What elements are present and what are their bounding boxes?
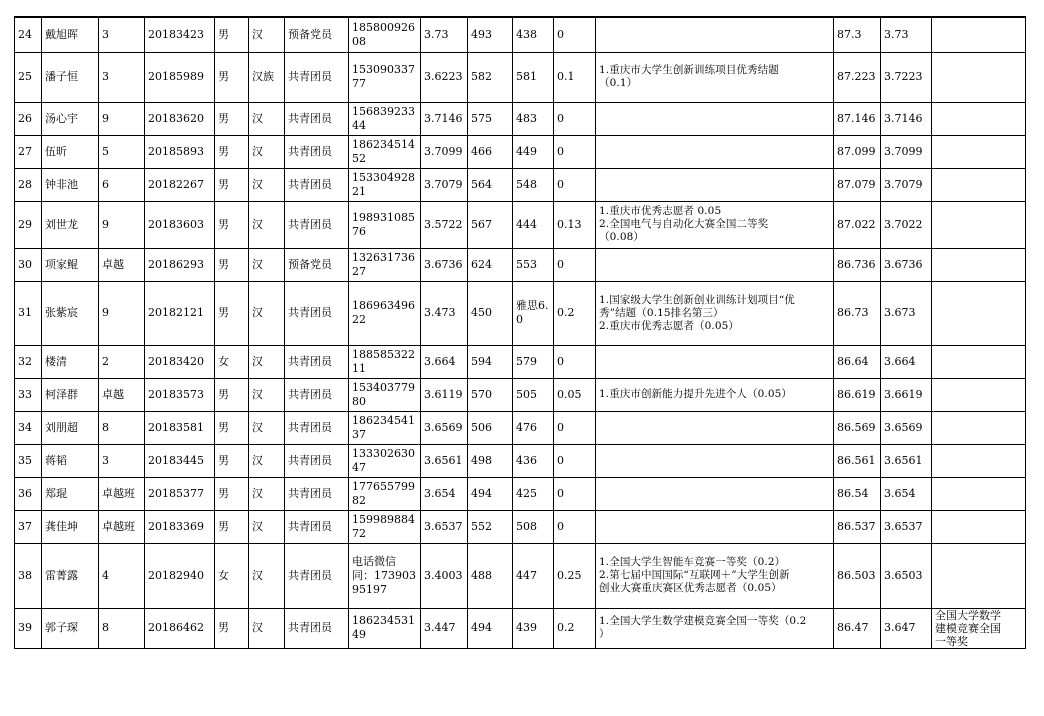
student-id-cell: 20183369: [145, 510, 215, 543]
table-row: [15, 444, 1026, 477]
score2-cell: 548: [513, 168, 554, 201]
gender-cell: 男: [215, 168, 249, 201]
student-id-cell: 20182121: [145, 281, 215, 345]
ethnicity-cell: 汉: [249, 510, 285, 543]
remark-cell: [932, 378, 1026, 411]
gender-cell: 男: [215, 411, 249, 444]
gpa-cell: 3.6119: [421, 378, 468, 411]
total-score-cell: 86.561: [834, 444, 881, 477]
note-line: 1.全国大学生智能车竞赛一等奖（0.2）: [599, 556, 786, 568]
score1-cell: 624: [468, 248, 513, 281]
student-id-cell: 20182267: [145, 168, 215, 201]
final-score-cell: 3.6619: [881, 378, 932, 411]
student-id-cell: 20186293: [145, 248, 215, 281]
rank-cell: 37: [15, 510, 42, 543]
gpa-cell: 3.5722: [421, 201, 468, 248]
bonus-cell: 0: [554, 135, 596, 168]
political-status-cell: 共青团员: [285, 345, 349, 378]
score2-cell: 447: [513, 543, 554, 608]
class-cell: 卓越班: [99, 510, 145, 543]
total-score-cell: 86.73: [834, 281, 881, 345]
total-score-cell: 86.503: [834, 543, 881, 608]
rank-cell: 28: [15, 168, 42, 201]
final-score-cell: 3.7146: [881, 102, 932, 135]
final-score-cell: 3.6569: [881, 411, 932, 444]
score2-cell: 505: [513, 378, 554, 411]
gender-cell: 男: [215, 17, 249, 52]
score1-cell: 493: [468, 17, 513, 52]
table-row: [15, 201, 1026, 248]
bonus-cell: 0: [554, 102, 596, 135]
gpa-cell: 3.4003: [421, 543, 468, 608]
bonus-cell: 0.2: [554, 281, 596, 345]
bonus-cell: 0: [554, 168, 596, 201]
class-cell: 9: [99, 281, 145, 345]
rank-cell: 38: [15, 543, 42, 608]
score1-cell: 594: [468, 345, 513, 378]
note-line: 1.国家级大学生创新创业训练计划项目“优: [599, 293, 795, 306]
bonus-cell: 0: [554, 248, 596, 281]
gender-cell: 男: [215, 281, 249, 345]
phone-cell: 13263173627: [349, 248, 421, 281]
score1-cell: 564: [468, 168, 513, 201]
remark-cell: [932, 477, 1026, 510]
student-id-cell: 20182940: [145, 543, 215, 608]
class-cell: 3: [99, 17, 145, 52]
rank-cell: 30: [15, 248, 42, 281]
bonus-cell: 0.05: [554, 378, 596, 411]
rank-cell: 26: [15, 102, 42, 135]
score1-cell: 494: [468, 477, 513, 510]
note-line: 1.重庆市创新能力提升先进个人（0.05）: [599, 388, 792, 400]
table-row: [15, 281, 1026, 345]
score1-cell: 466: [468, 135, 513, 168]
name-cell: 伍昕: [42, 135, 99, 168]
class-cell: 6: [99, 168, 145, 201]
student-id-cell: 20185989: [145, 52, 215, 102]
notes-cell: [596, 411, 834, 444]
total-score-cell: 87.146: [834, 102, 881, 135]
note-line: （0.08）: [599, 231, 644, 243]
remark-cell: [932, 201, 1026, 248]
class-cell: 9: [99, 201, 145, 248]
name-cell: 潘子恒: [42, 52, 99, 102]
total-score-cell: 87.3: [834, 17, 881, 52]
total-score-cell: 86.537: [834, 510, 881, 543]
political-status-cell: 共青团员: [285, 378, 349, 411]
note-line: 1.全国大学生数学建模竞赛全国一等奖（0.2: [599, 615, 807, 627]
student-id-cell: 20183573: [145, 378, 215, 411]
final-score-cell: 3.6503: [881, 543, 932, 608]
notes-cell: [596, 135, 834, 168]
total-score-cell: 86.54: [834, 477, 881, 510]
note-line: ）: [599, 628, 610, 640]
total-score-cell: 87.079: [834, 168, 881, 201]
ethnicity-cell: 汉: [249, 411, 285, 444]
rank-cell: 25: [15, 52, 42, 102]
gpa-cell: 3.6223: [421, 52, 468, 102]
remark-cell: [932, 135, 1026, 168]
note-line: 1.重庆市大学生创新训练项目优秀结题: [599, 64, 779, 76]
note-line: 1.重庆市优秀志愿者 0.05: [599, 205, 722, 217]
gpa-cell: 3.7146: [421, 102, 468, 135]
student-id-cell: 20183423: [145, 17, 215, 52]
gender-cell: 男: [215, 135, 249, 168]
student-id-cell: 20183603: [145, 201, 215, 248]
gpa-cell: 3.6569: [421, 411, 468, 444]
bonus-cell: 0.2: [554, 608, 596, 648]
remark-cell: [932, 411, 1026, 444]
notes-cell: [596, 543, 834, 608]
final-score-cell: 3.7099: [881, 135, 932, 168]
name-cell: 雷菁露: [42, 543, 99, 608]
bonus-cell: 0.25: [554, 543, 596, 608]
rank-cell: 32: [15, 345, 42, 378]
political-status-cell: 共青团员: [285, 444, 349, 477]
score2-cell: 581: [513, 52, 554, 102]
notes-cell: [596, 248, 834, 281]
ethnicity-cell: 汉: [249, 135, 285, 168]
table-row: [15, 543, 1026, 608]
gpa-cell: 3.6561: [421, 444, 468, 477]
total-score-cell: 86.47: [834, 608, 881, 648]
political-status-cell: 预备党员: [285, 17, 349, 52]
name-cell: 戴旭晖: [42, 17, 99, 52]
remark-cell: [932, 510, 1026, 543]
score2-cell: 425: [513, 477, 554, 510]
notes-cell: [596, 17, 834, 52]
remark-cell: [932, 345, 1026, 378]
political-status-cell: 共青团员: [285, 168, 349, 201]
score2-cell: 444: [513, 201, 554, 248]
ethnicity-cell: 汉: [249, 17, 285, 52]
notes-cell: [596, 510, 834, 543]
notes-cell: [596, 102, 834, 135]
total-score-cell: 86.64: [834, 345, 881, 378]
notes-cell: [596, 378, 834, 411]
table-row: [15, 17, 1026, 52]
remark-cell: [932, 52, 1026, 102]
ethnicity-cell: 汉: [249, 477, 285, 510]
political-status-cell: 共青团员: [285, 510, 349, 543]
political-status-cell: 共青团员: [285, 281, 349, 345]
gpa-cell: 3.447: [421, 608, 468, 648]
phone-cell: 电话微信同：17390395197: [349, 543, 421, 608]
student-ranking-table: [14, 16, 1026, 649]
name-cell: 张紫宸: [42, 281, 99, 345]
bonus-cell: 0: [554, 17, 596, 52]
class-cell: 4: [99, 543, 145, 608]
class-cell: 3: [99, 444, 145, 477]
rank-cell: 36: [15, 477, 42, 510]
student-id-cell: 20183445: [145, 444, 215, 477]
phone-cell: 13330263047: [349, 444, 421, 477]
gender-cell: 男: [215, 201, 249, 248]
political-status-cell: 预备党员: [285, 248, 349, 281]
score1-cell: 488: [468, 543, 513, 608]
ethnicity-cell: 汉: [249, 444, 285, 477]
gender-cell: 男: [215, 102, 249, 135]
final-score-cell: 3.673: [881, 281, 932, 345]
political-status-cell: 共青团员: [285, 135, 349, 168]
notes-cell: [596, 477, 834, 510]
score2-cell: 553: [513, 248, 554, 281]
total-score-cell: 86.736: [834, 248, 881, 281]
table-row: [15, 135, 1026, 168]
final-score-cell: 3.73: [881, 17, 932, 52]
name-cell: 汤心宇: [42, 102, 99, 135]
phone-cell: 15998988472: [349, 510, 421, 543]
score1-cell: 567: [468, 201, 513, 248]
ethnicity-cell: 汉: [249, 543, 285, 608]
name-cell: 楼清: [42, 345, 99, 378]
gender-cell: 男: [215, 378, 249, 411]
table-row: [15, 345, 1026, 378]
rank-cell: 35: [15, 444, 42, 477]
student-id-cell: 20183620: [145, 102, 215, 135]
phone-cell: 18696349622: [349, 281, 421, 345]
name-cell: 龚佳坤: [42, 510, 99, 543]
name-cell: 蒋韬: [42, 444, 99, 477]
class-cell: 2: [99, 345, 145, 378]
remark-line: 建模竞赛全国: [935, 621, 1001, 635]
bonus-cell: 0: [554, 477, 596, 510]
ethnicity-cell: 汉族: [249, 52, 285, 102]
phone-cell: 15309033777: [349, 52, 421, 102]
total-score-cell: 87.022: [834, 201, 881, 248]
student-id-cell: 20183581: [145, 411, 215, 444]
gender-cell: 男: [215, 52, 249, 102]
table-row: [15, 510, 1026, 543]
table-row: [15, 248, 1026, 281]
political-status-cell: 共青团员: [285, 608, 349, 648]
class-cell: 卓越: [99, 378, 145, 411]
score1-cell: 498: [468, 444, 513, 477]
remark-cell: [932, 168, 1026, 201]
final-score-cell: 3.7223: [881, 52, 932, 102]
phone-cell: 15683923344: [349, 102, 421, 135]
score1-cell: 570: [468, 378, 513, 411]
phone-cell: 15340377980: [349, 378, 421, 411]
rank-cell: 27: [15, 135, 42, 168]
student-id-cell: 20185377: [145, 477, 215, 510]
gpa-cell: 3.73: [421, 17, 468, 52]
ethnicity-cell: 汉: [249, 345, 285, 378]
note-line: 2.重庆市优秀志愿者（0.05）: [599, 319, 739, 332]
score2-cell: 508: [513, 510, 554, 543]
ethnicity-cell: 汉: [249, 201, 285, 248]
rank-cell: 33: [15, 378, 42, 411]
note-line: 创业大赛重庆赛区优秀志愿者（0.05）: [599, 582, 782, 594]
political-status-cell: 共青团员: [285, 411, 349, 444]
rank-cell: 39: [15, 608, 42, 648]
gender-cell: 男: [215, 477, 249, 510]
score1-cell: 494: [468, 608, 513, 648]
score1-cell: 506: [468, 411, 513, 444]
score2-cell: 438: [513, 17, 554, 52]
class-cell: 9: [99, 102, 145, 135]
class-cell: 5: [99, 135, 145, 168]
political-status-cell: 共青团员: [285, 477, 349, 510]
score1-cell: 582: [468, 52, 513, 102]
remark-cell: [932, 281, 1026, 345]
score2-cell: 雅思6.0: [513, 281, 554, 345]
notes-cell: [596, 608, 834, 648]
total-score-cell: 86.619: [834, 378, 881, 411]
score2-cell: 483: [513, 102, 554, 135]
phone-cell: 18623453149: [349, 608, 421, 648]
final-score-cell: 3.7079: [881, 168, 932, 201]
final-score-cell: 3.6537: [881, 510, 932, 543]
student-id-cell: 20185893: [145, 135, 215, 168]
table-row: [15, 411, 1026, 444]
name-cell: 项家鲲: [42, 248, 99, 281]
gpa-cell: 3.6537: [421, 510, 468, 543]
gpa-cell: 3.654: [421, 477, 468, 510]
name-cell: 刘世龙: [42, 201, 99, 248]
ethnicity-cell: 汉: [249, 281, 285, 345]
rank-cell: 34: [15, 411, 42, 444]
note-line: （0.1）: [599, 77, 638, 89]
bonus-cell: 0: [554, 510, 596, 543]
phone-cell: 15330492821: [349, 168, 421, 201]
phone-cell: 18858532211: [349, 345, 421, 378]
notes-cell: [596, 345, 834, 378]
score2-cell: 436: [513, 444, 554, 477]
notes-cell: [596, 201, 834, 248]
table-row: [15, 52, 1026, 102]
total-score-cell: 87.099: [834, 135, 881, 168]
notes-cell: [596, 444, 834, 477]
score2-cell: 476: [513, 411, 554, 444]
total-score-cell: 86.569: [834, 411, 881, 444]
gender-cell: 女: [215, 543, 249, 608]
bonus-cell: 0: [554, 444, 596, 477]
political-status-cell: 共青团员: [285, 102, 349, 135]
class-cell: 卓越: [99, 248, 145, 281]
score2-cell: 439: [513, 608, 554, 648]
gender-cell: 男: [215, 444, 249, 477]
rank-cell: 29: [15, 201, 42, 248]
class-cell: 卓越班: [99, 477, 145, 510]
table-row: [15, 378, 1026, 411]
class-cell: 3: [99, 52, 145, 102]
gender-cell: 男: [215, 608, 249, 648]
ethnicity-cell: 汉: [249, 608, 285, 648]
student-id-cell: 20186462: [145, 608, 215, 648]
remark-cell: [932, 248, 1026, 281]
gpa-cell: 3.473: [421, 281, 468, 345]
score1-cell: 575: [468, 102, 513, 135]
final-score-cell: 3.6736: [881, 248, 932, 281]
final-score-cell: 3.654: [881, 477, 932, 510]
name-cell: 钟非池: [42, 168, 99, 201]
ethnicity-cell: 汉: [249, 102, 285, 135]
notes-cell: [596, 52, 834, 102]
gender-cell: 男: [215, 248, 249, 281]
student-id-cell: 20183420: [145, 345, 215, 378]
gender-cell: 女: [215, 345, 249, 378]
phone-cell: 19893108576: [349, 201, 421, 248]
final-score-cell: 3.647: [881, 608, 932, 648]
bonus-cell: 0.1: [554, 52, 596, 102]
gpa-cell: 3.7079: [421, 168, 468, 201]
name-cell: 郭子琛: [42, 608, 99, 648]
class-cell: 8: [99, 411, 145, 444]
political-status-cell: 共青团员: [285, 543, 349, 608]
phone-cell: 17765579982: [349, 477, 421, 510]
notes-cell: [596, 168, 834, 201]
political-status-cell: 共青团员: [285, 52, 349, 102]
remark-line: 一等奖: [935, 634, 968, 648]
table-row: [15, 102, 1026, 135]
remark-cell: [932, 17, 1026, 52]
name-cell: 刘朋超: [42, 411, 99, 444]
table-row: [15, 608, 1026, 648]
score1-cell: 552: [468, 510, 513, 543]
ethnicity-cell: 汉: [249, 168, 285, 201]
note-line: 秀”结题（0.15排名第三）: [599, 306, 724, 319]
note-line: 2.第七届中国国际“互联网＋”大学生创新: [599, 569, 790, 581]
gpa-cell: 3.6736: [421, 248, 468, 281]
table-body: [15, 17, 1026, 648]
table-row: [15, 168, 1026, 201]
bonus-cell: 0: [554, 345, 596, 378]
rank-cell: 31: [15, 281, 42, 345]
gpa-cell: 3.664: [421, 345, 468, 378]
final-score-cell: 3.6561: [881, 444, 932, 477]
phone-cell: 18623454137: [349, 411, 421, 444]
class-cell: 8: [99, 608, 145, 648]
rank-cell: 24: [15, 17, 42, 52]
score2-cell: 449: [513, 135, 554, 168]
remark-cell: [932, 102, 1026, 135]
remark-cell: [932, 608, 1026, 648]
gpa-cell: 3.7099: [421, 135, 468, 168]
remark-cell: [932, 543, 1026, 608]
phone-cell: 18623451452: [349, 135, 421, 168]
ethnicity-cell: 汉: [249, 248, 285, 281]
bonus-cell: 0.13: [554, 201, 596, 248]
political-status-cell: 共青团员: [285, 201, 349, 248]
note-line: 2.全国电气与自动化大赛全国二等奖: [599, 218, 769, 230]
remark-cell: [932, 444, 1026, 477]
ethnicity-cell: 汉: [249, 378, 285, 411]
name-cell: 郑琨: [42, 477, 99, 510]
final-score-cell: 3.664: [881, 345, 932, 378]
table-row: [15, 477, 1026, 510]
total-score-cell: 87.223: [834, 52, 881, 102]
final-score-cell: 3.7022: [881, 201, 932, 248]
notes-cell: [596, 281, 834, 345]
gender-cell: 男: [215, 510, 249, 543]
phone-cell: 18580092608: [349, 17, 421, 52]
remark-line: 全国大学数学: [935, 608, 1001, 622]
bonus-cell: 0: [554, 411, 596, 444]
name-cell: 柯泽群: [42, 378, 99, 411]
score2-cell: 579: [513, 345, 554, 378]
score1-cell: 450: [468, 281, 513, 345]
